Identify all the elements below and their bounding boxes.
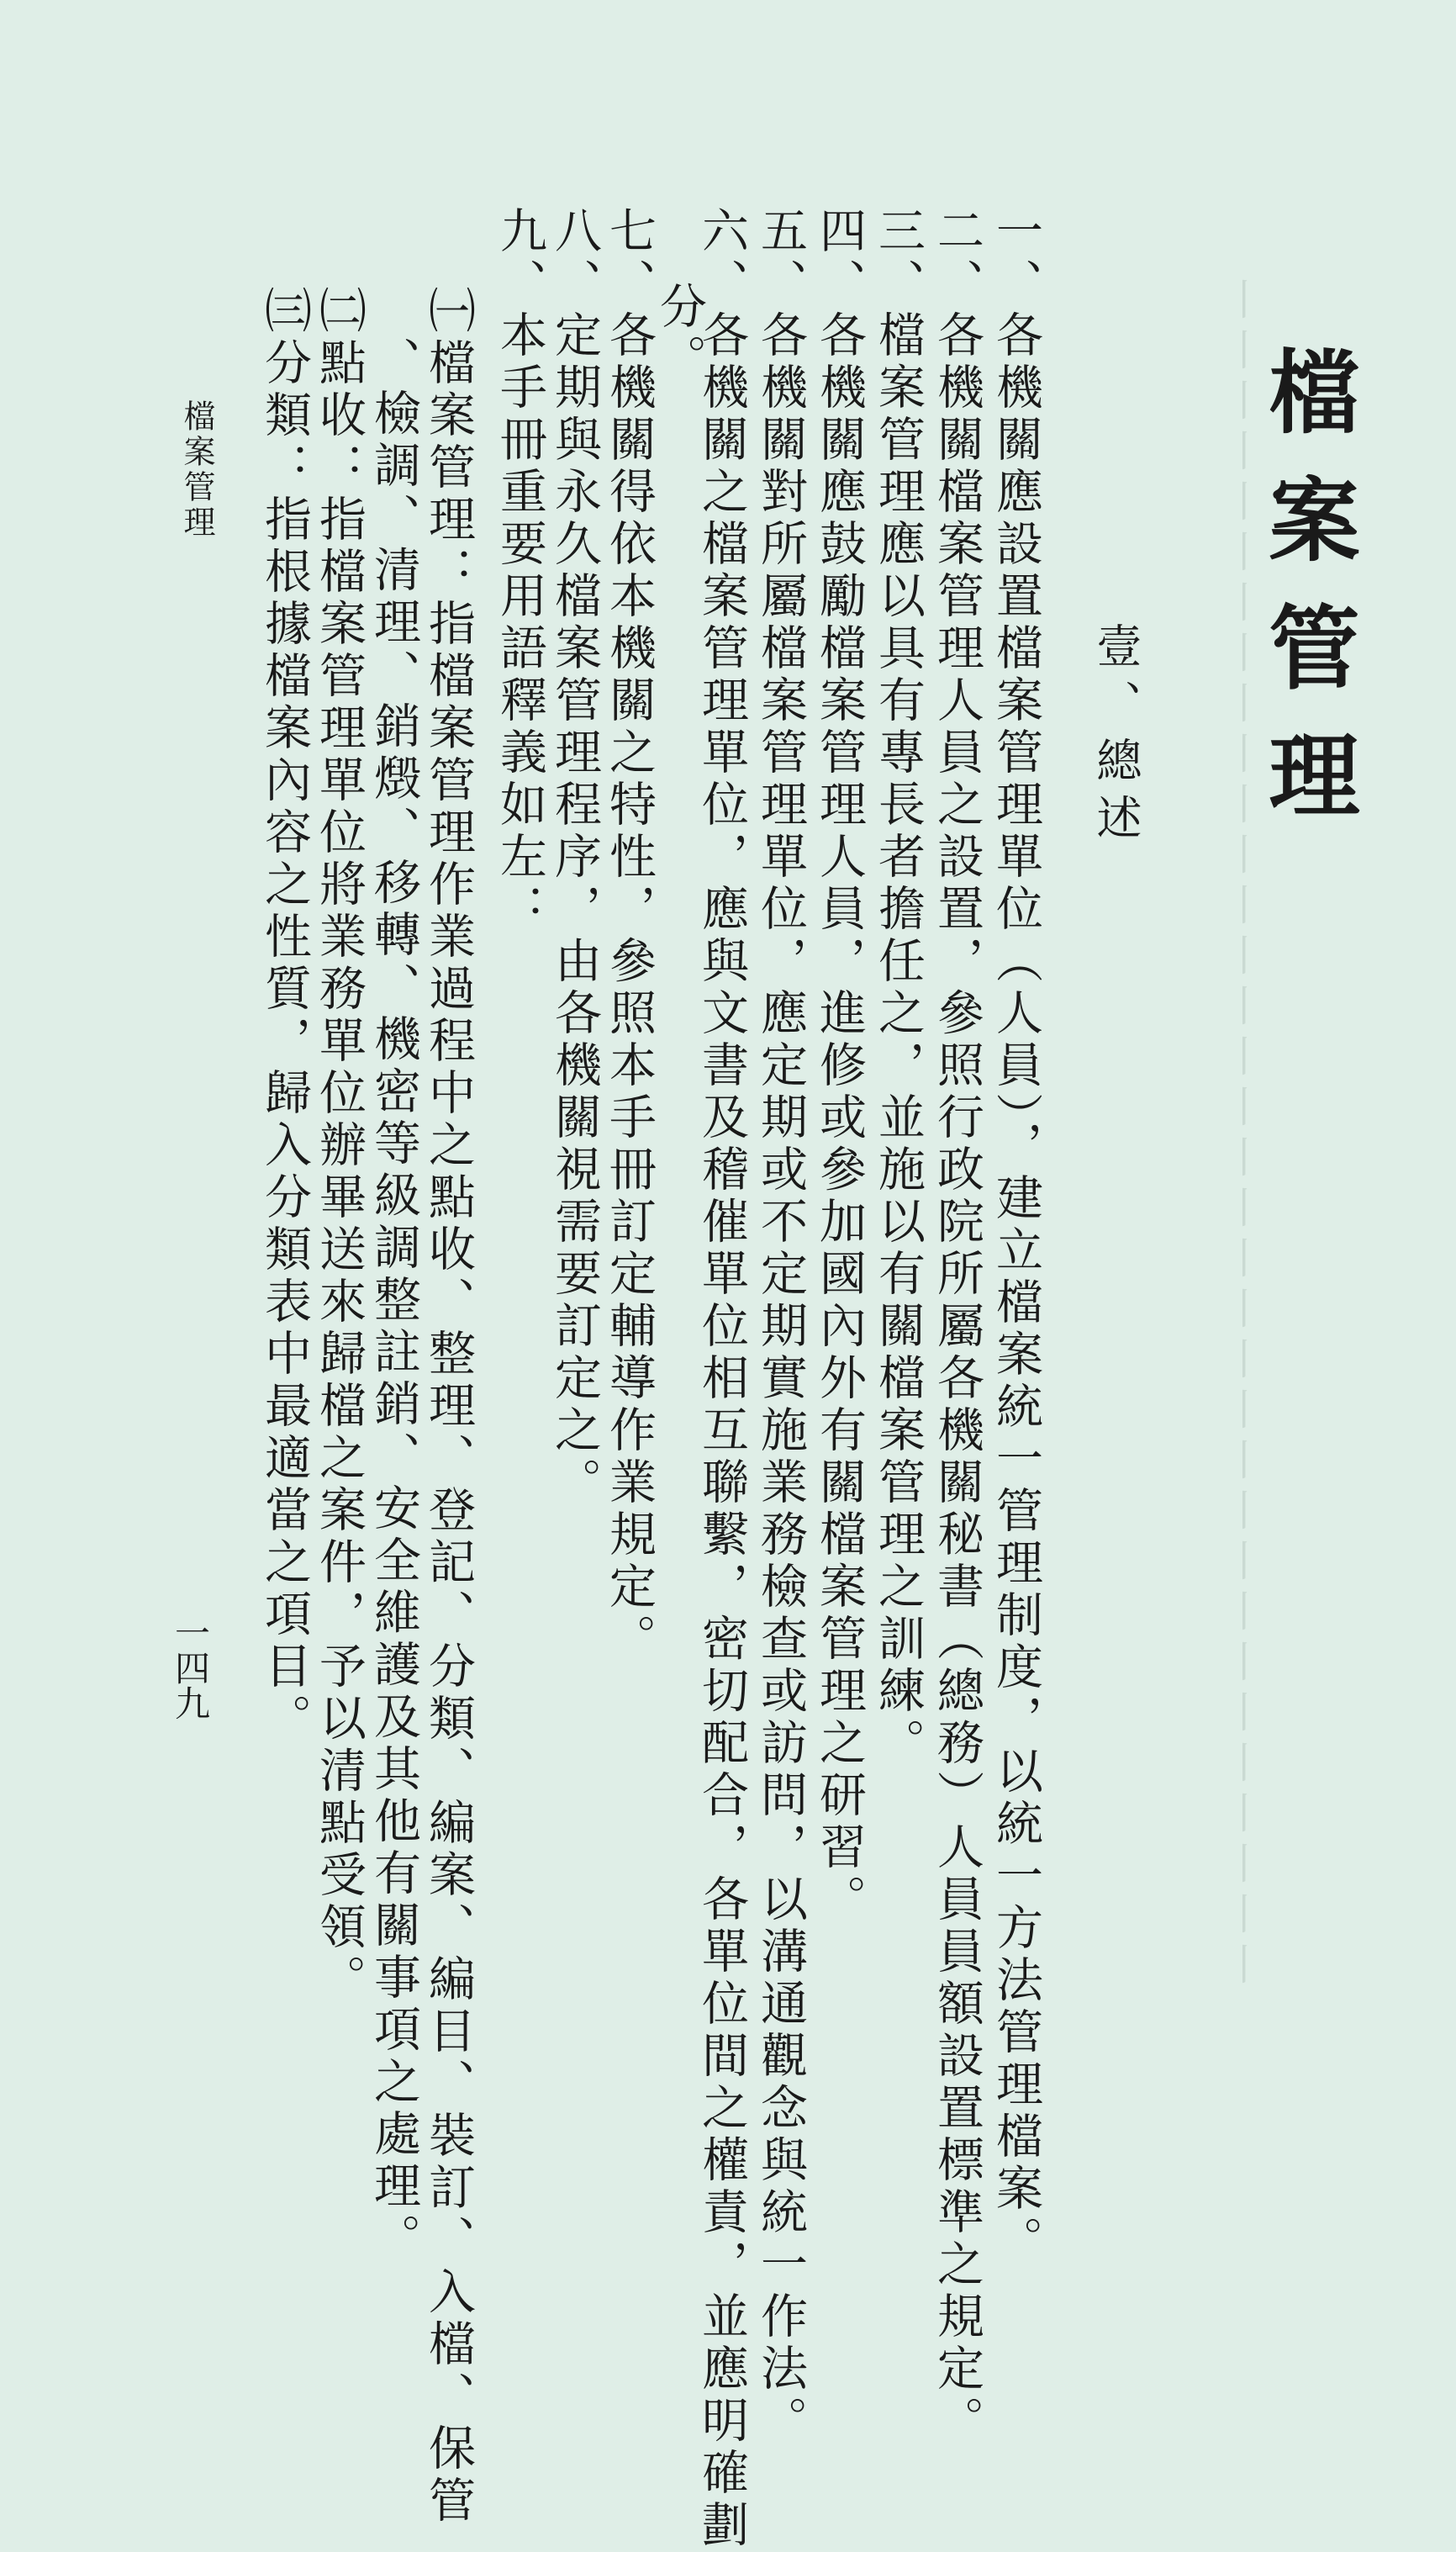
text-line-8: 八、定期與永久檔案管理程序，由各機關視需要訂定之。 [547, 206, 602, 1509]
text-subitem-1: ㈠檔案管理：指檔案管理作業過程中之點收、整理、登記、分類、編案、編目、裝訂、入檔、保管 [421, 286, 476, 2528]
text-line-1: 一、各機關應設置檔案管理單位（人員），建立檔案統一管理制度，以統一方法管理檔案。 [989, 206, 1043, 2268]
text-line-4: 四、各機關應鼓勵檔案管理人員，進修或參加國內外有關檔案管理之研習。 [812, 206, 867, 1926]
text-line-3: 三、檔案管理應以具有專長者擔任之，並施以有關檔案管理之訓練。 [871, 206, 926, 1770]
text-line-6-continued: 分。 [652, 282, 707, 386]
text-line-7: 七、各機關得依本機關之特性，參照本手冊訂定輔導作業規定。 [602, 206, 657, 1666]
text-subitem-1-continued: 、檢調、清理、銷燬、移轉、機密等級調整註銷、安全維護及其他有關事項之處理。 [367, 336, 421, 2265]
text-subitem-2: ㈡點收：指檔案管理單位將業務單位辦畢送來歸檔之案件，予以清點受領。 [312, 286, 367, 2006]
text-line-5: 五、各機關對所屬檔案管理單位，應定期或不定期實施業務檢查或訪問，以溝通觀念與統一作法。 [753, 206, 808, 2448]
page-title: 檔案管理 [1253, 345, 1359, 856]
text-line-6: 六、各機關之檔案管理單位，應與文書及稽催單位相互聯繫，密切配合，各單位間之權責，並應明確劃 [694, 206, 749, 2552]
running-title: 檔案管理 [178, 399, 215, 541]
text-subitem-3: ㈢分類：指根據檔案內容之性質，歸入分類表中最適當之項目。 [257, 286, 312, 1746]
text-line-9: 九、本手冊重要用語釋義如左： [493, 206, 547, 936]
text-line-2: 二、各機關檔案管理人員之設置，參照行政院所屬各機關秘書（總務）人員員額設置標準之規定。 [930, 206, 984, 2448]
page-number: 一四九 [170, 1614, 211, 1720]
bleed-through-text: ⼁⼁⼁⼁⼁⼁⼁⼁⼁⼁⼁⼁⼁⼁⼁⼁⼁⼁⼁⼁⼁⼁⼁⼁⼁⼁⼁⼁⼁⼁⼁⼁⼁⼁ [1216, 277, 1265, 1993]
section-heading: 壹、總述 [1089, 622, 1142, 851]
